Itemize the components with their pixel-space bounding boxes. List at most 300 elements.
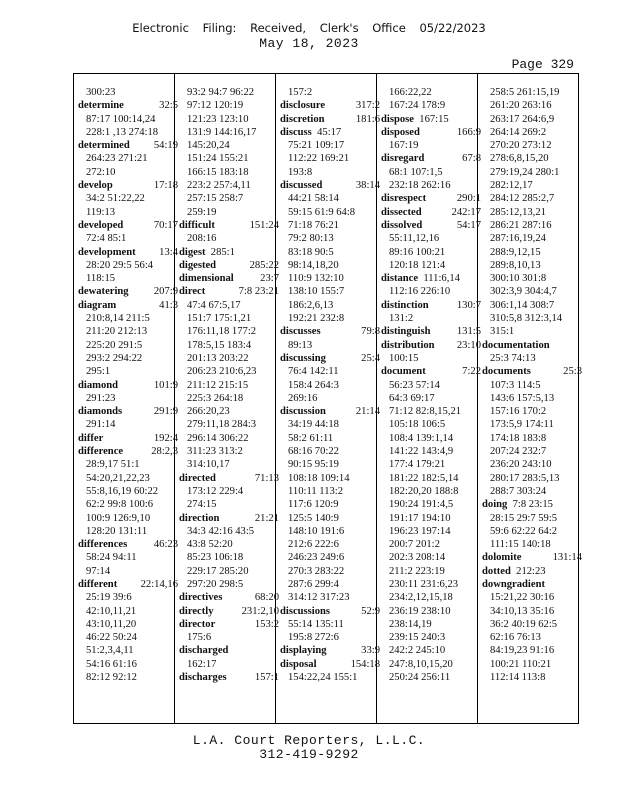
index-page-refs: 191:17 194:10 [389,512,451,524]
index-page-refs: 196:23 197:14 [389,525,451,537]
index-term-word: diamond [78,379,119,391]
index-term-word: development [78,246,136,258]
index-term [179,285,279,298]
index-page-refs: 43:8 52:20 [187,539,233,551]
index-term-word: distinguish [381,326,431,338]
index-term [179,671,279,684]
index-term-word: downgradient [482,578,545,590]
index-page-refs: 97:14 [86,565,111,577]
index-term-pages: 52:9 [361,605,380,617]
index-term-pages: 291:9 [153,406,178,418]
index-page-refs: 131:2 [389,313,414,325]
index-page-refs: 167:24 178:9 [389,100,446,112]
index-term-pages: 167:15 [419,113,449,125]
index-term-pages: 46:23 [153,539,178,551]
index-page-refs: 272:10 [86,166,116,178]
index-term [482,578,582,591]
index-page-refs: 242:2 245:10 [389,645,446,657]
index-page-refs: 54:16 61:16 [86,658,137,670]
index-term-word: dimensional [179,273,234,285]
index-page-refs: 211:12 215:15 [187,379,249,391]
index-page-refs: 282:12,17 [490,180,533,192]
index-page-refs: 264:23 271:21 [86,153,148,165]
transcript-date: May 18, 2023 [259,36,359,51]
index-page-refs: 87:17 100:14,24 [86,113,156,125]
index-page-refs: 128:20 131:11 [86,525,148,537]
index-term [179,644,279,657]
index-page-refs: 108:18 109:14 [288,472,350,484]
index-term [381,339,481,352]
index-term [381,299,481,312]
index-page-refs: 210:8,14 211:5 [86,313,150,325]
index-term-word: disregard [381,153,425,165]
index-page-refs: 89:13 [288,339,313,351]
index-term-pages: 7:8 23:15 [512,499,553,511]
index-page-refs: 225:20 291:5 [86,339,143,351]
index-page-refs: 285:12,13,21 [490,206,546,218]
index-page-refs: 274:15 [187,499,217,511]
index-term [179,259,279,272]
index-term-word: discharges [179,672,227,684]
index-page-refs: 225:3 264:18 [187,392,244,404]
index-page-refs: 143:6 157:5,13 [490,392,555,404]
index-page-refs: 293:2 294:22 [86,352,143,364]
index-page-refs: 34:19 44:18 [288,419,339,431]
index-page-refs: 82:12 92:12 [86,672,137,684]
index-page-refs: 296:14 306:22 [187,432,249,444]
index-term-pages: 68:20 [254,592,279,604]
index-term-pages: 285:1 [210,246,235,258]
index-column-3 [280,86,380,684]
index-page-refs: 206:23 210:6,23 [187,366,257,378]
index-term [381,206,481,219]
index-page-refs: 44:21 58:14 [288,193,339,205]
index-term-word: dissected [381,206,422,218]
index-term-pages: 21:21 [254,512,279,524]
index-term-pages: 13:4 [159,246,178,258]
index-term [280,605,380,618]
index-page-refs: 193:8 [288,166,313,178]
index-term-pages: 212:23 [516,565,546,577]
index-term-word: document [381,366,426,378]
index-frame [73,73,582,724]
index-page-refs: 174:18 183:8 [490,432,547,444]
index-term-pages: 181:6 [355,113,380,125]
index-term-pages: 111:6,14 [423,273,460,285]
index-page-refs: 111:15 140:18 [490,539,551,551]
index-page-refs: 295:1 [86,366,111,378]
index-page-refs: 158:4 264:3 [288,379,339,391]
index-page-refs: 286:21 287:16 [490,219,552,231]
index-term-pages: 7:8 23:21 [238,286,279,298]
index-term-pages: 54:19 [153,140,178,152]
index-page-refs: 58:2 61:11 [288,432,334,444]
index-term [78,99,178,112]
index-page-refs: 310:5,8 312:3,14 [490,313,563,325]
index-page-refs: 182:20,20 188:8 [389,485,459,497]
index-page-refs: 232:18 262:16 [389,180,451,192]
index-page-refs: 166:15 183:18 [187,166,249,178]
index-page-refs: 55:8,16,19 60:22 [86,485,159,497]
index-term-pages: 25:4 [361,352,380,364]
index-term [179,512,279,525]
index-term-pages: 54:17 [456,219,481,231]
index-page-refs: 119:13 [86,206,116,218]
index-term [381,113,481,126]
index-page-refs: 36:2 40:19 62:5 [490,618,558,630]
index-page-refs: 84:19,23 91:16 [490,645,555,657]
index-term-word: discusses [280,326,321,338]
index-page-refs: 131:9 144:16,17 [187,126,257,138]
index-term-word: diamonds [78,406,123,418]
index-term-word: directed [179,472,216,484]
index-page-refs: 141:22 143:4,9 [389,446,454,458]
index-page-refs: 107:3 114:5 [490,379,541,391]
index-term [78,219,178,232]
index-term-word: distance [381,273,419,285]
index-page-refs: 112:22 169:21 [288,153,350,165]
index-page-refs: 28:20 29:5 56:4 [86,259,154,271]
index-term [78,285,178,298]
index-term [482,565,582,578]
index-term-word: displaying [280,645,327,657]
index-page-refs: 279:19,24 280:1 [490,166,560,178]
index-page-refs: 207:24 232:7 [490,446,547,458]
index-page-refs: 175:6 [187,632,212,644]
index-page-refs: 177:4 179:21 [389,459,446,471]
index-page-refs: 181:22 182:5,14 [389,472,459,484]
index-page-refs: 289:8,10,13 [490,259,541,271]
index-page-refs: 261:20 263:16 [490,100,552,112]
index-term [280,658,380,671]
index-term-word: differ [78,432,104,444]
index-page-refs: 42:10,11,21 [86,605,137,617]
index-page-refs: 64:3 69:17 [389,392,435,404]
index-page-refs: 154:22,24 155:1 [288,672,358,684]
index-page-refs: 85:23 106:18 [187,552,244,564]
index-term-word: documentation [482,339,550,351]
index-term-pages: 21:14 [355,406,380,418]
index-term [78,246,178,259]
index-page-refs: 46:22 50:24 [86,632,137,644]
index-term-word: doing [482,499,508,511]
index-page-refs: 100:21 110:21 [490,658,552,670]
index-page-refs: 291:23 [86,392,116,404]
index-term-pages: 23:7 [260,273,279,285]
index-page-refs: 201:13 203:22 [187,352,249,364]
index-page-refs: 151:24 155:21 [187,153,249,165]
index-page-refs: 34:3 42:16 43:5 [187,525,255,537]
index-page-refs: 166:22,22 [389,87,432,98]
index-term-pages: 131:14 [552,552,582,564]
index-term [280,352,380,365]
index-page-refs: 257:15 258:7 [187,193,244,205]
index-page-refs: 105:18 106:5 [389,419,446,431]
index-page-refs: 229:17 285:20 [187,565,249,577]
page-number: Page 329 [511,57,574,72]
index-term [78,299,178,312]
index-page-refs: 167:19 [389,140,419,152]
index-term-word: disposal [280,658,317,670]
index-page-refs: 148:10 191:6 [288,525,345,537]
index-page-refs: 269:16 [288,392,318,404]
index-term [78,432,178,445]
index-page-refs: 145:20,24 [187,140,230,152]
index-page-refs: 311:23 313:2 [187,446,243,458]
index-term-word: dotted [482,565,511,577]
index-term-word: differences [78,539,128,551]
reporter-company: L.A. Court Reporters, L.L.C. [192,733,426,748]
index-page-refs: 108:4 139:1,14 [389,432,454,444]
index-page-refs: 110:11 113:2 [288,485,344,497]
index-column-5 [482,86,582,684]
index-term [179,605,279,618]
index-page-refs: 71:12 82:8,15,21 [389,406,462,418]
index-page-refs: 300:23 [86,87,116,98]
index-term [381,152,481,165]
index-page-refs: 138:10 155:7 [288,286,345,298]
index-page-refs: 72:4 85:1 [86,233,127,245]
index-page-refs: 151:7 175:1,21 [187,313,252,325]
index-page-refs: 55:11,12,16 [389,233,440,245]
index-page-refs: 117:6 120:9 [288,499,339,511]
index-page-refs: 110:9 132:10 [288,273,344,285]
index-column-4 [381,86,481,684]
index-page-refs: 176:11,18 177:2 [187,326,257,338]
index-term [179,272,279,285]
index-page-refs: 288:9,12,15 [490,246,541,258]
index-page-refs: 120:18 121:4 [389,259,446,271]
index-page-refs: 79:2 80:13 [288,233,334,245]
index-term-word: dewatering [78,286,129,298]
index-term-word: discussing [280,352,326,364]
filing-stamp: Electronic Filing: Received, Clerk's Office 05/22/2023 [132,21,486,35]
index-term-pages: 285:22 [249,259,279,271]
index-page-refs: 186:2,6,13 [288,299,334,311]
index-page-refs: 162:17 [187,658,217,670]
index-page-refs: 223:2 257:4,11 [187,180,251,192]
index-term-word: director [179,618,216,630]
index-term [78,179,178,192]
index-page-refs: 239:15 240:3 [389,632,446,644]
index-page-refs: 121:23 123:10 [187,113,249,125]
index-term-pages: 25:3 [563,366,582,378]
index-page-refs: 75:21 109:17 [288,140,345,152]
index-term-pages: 23:10 [456,339,481,351]
index-term [381,365,481,378]
index-term-word: discharged [179,645,229,657]
index-page-refs: 56:23 57:14 [389,379,440,391]
index-term-pages: 33:9 [361,645,380,657]
index-page-refs: 89:16 100:21 [389,246,446,258]
index-term [280,179,380,192]
index-term-pages: 32:5 [159,100,178,112]
index-term-pages: 79:8 [361,326,380,338]
index-term-pages: 131:5 [456,326,481,338]
index-term-pages: 153:2 [254,618,279,630]
index-page-refs: 230:11 231:6,23 [389,578,459,590]
index-page-refs: 43:10,11,20 [86,618,137,630]
index-term-word: disrespect [381,193,427,205]
index-page-refs: 247:8,10,15,20 [389,658,453,670]
index-term-pages: 242:17 [451,206,481,218]
index-term-pages: 41:3 [159,299,178,311]
index-term [381,219,481,232]
index-page-refs: 51:2,3,4,11 [86,645,134,657]
index-page-refs: 15:21,22 30:16 [490,592,555,604]
index-term-pages: 22:14,16 [140,578,178,590]
index-page-refs: 98:14,18,20 [288,259,339,271]
index-page-refs: 90:15 95:19 [288,459,339,471]
index-term-word: discretion [280,113,325,125]
index-term-word: dispose [381,113,414,125]
index-page-refs: 278:6,8,15,20 [490,153,549,165]
index-term-word: distinction [381,299,429,311]
index-term-word: digested [179,259,217,271]
index-term [78,578,178,591]
index-page-refs: 157:2 [288,87,313,98]
index-term-pages: 45:17 [317,126,342,138]
index-page-refs: 279:11,18 284:3 [187,419,257,431]
index-term-pages: 317:2 [355,100,380,112]
index-page-refs: 97:12 120:19 [187,100,244,112]
index-term-pages: 157:1 [254,672,279,684]
index-term-pages: 101:9 [153,379,178,391]
index-page-refs: 34:2 51:22,22 [86,193,145,205]
index-term-word: direct [179,286,206,298]
index-page-refs: 34:10,13 35:16 [490,605,555,617]
index-term-pages: 71:13 [254,472,279,484]
index-page-refs: 55:14 135:11 [288,618,344,630]
index-term-word: directives [179,592,223,604]
index-term-word: difficult [179,219,215,231]
index-term-word: discussions [280,605,331,617]
index-page-refs: 192:21 232:8 [288,313,345,325]
index-page-refs: 315:1 [490,326,515,338]
index-page-refs: 264:14 269:2 [490,126,547,138]
index-term-word: direction [179,512,220,524]
index-page-refs: 302:3,9 304:4,7 [490,286,557,298]
index-page-refs: 258:5 261:15,19 [490,87,560,98]
index-term-word: dissolved [381,219,423,231]
index-term-pages: 166:9 [456,126,481,138]
index-page-refs: 246:23 249:6 [288,552,345,564]
index-term [179,591,279,604]
index-term-pages: 38:14 [355,180,380,192]
index-term [280,113,380,126]
index-term [179,246,279,259]
index-page-refs: 28:15 29:7 59:5 [490,512,558,524]
index-term [482,339,582,352]
index-page-refs: 284:12 285:2,7 [490,193,555,205]
index-term-word: digest [179,246,206,258]
index-term [78,405,178,418]
index-page-refs: 62:16 76:13 [490,632,541,644]
index-term [280,99,380,112]
index-page-refs: 93:2 94:7 96:22 [187,87,255,98]
index-term [280,126,380,139]
index-term-word: discussed [280,180,323,192]
index-page-refs: 236:20 243:10 [490,459,552,471]
index-term [78,379,178,392]
index-page-refs: 59:6 62:22 64:2 [490,525,558,537]
index-page-refs: 287:6 299:4 [288,578,339,590]
index-term [179,618,279,631]
index-page-refs: 212:6 222:6 [288,539,339,551]
index-page-refs: 178:5,15 183:4 [187,339,252,351]
index-term [381,272,481,285]
index-term [78,538,178,551]
index-page-refs: 100:9 126:9,10 [86,512,151,524]
index-page-refs: 306:1,14 308:7 [490,299,555,311]
index-page-refs: 125:5 140:9 [288,512,339,524]
index-page-refs: 76:4 142:11 [288,366,339,378]
index-term-word: disclosure [280,100,326,112]
index-page-refs: 228:1 ,13 274:18 [86,126,159,138]
index-term [179,219,279,232]
index-page-refs: 238:14,19 [389,618,432,630]
index-page-refs: 263:17 264:6,9 [490,113,555,125]
index-page-refs: 28:9,17 51:1 [86,459,140,471]
index-term-word: diagram [78,299,117,311]
index-page-refs: 173:12 229:4 [187,485,244,497]
index-term-pages: 231:2,10 [241,605,279,617]
index-page-refs: 208:16 [187,233,217,245]
index-page-refs: 234:2,12,15,18 [389,592,453,604]
index-page-refs: 25:19 39:6 [86,592,132,604]
index-term-word: directly [179,605,214,617]
index-page-refs: 157:16 170:2 [490,406,547,418]
index-term-word: determined [78,140,130,152]
index-page-refs: 288:7 303:24 [490,485,547,497]
index-page-refs: 68:1 107:1,5 [389,166,443,178]
index-term [381,126,481,139]
index-page-refs: 211:20 212:13 [86,326,148,338]
index-page-refs: 68:16 70:22 [288,446,339,458]
index-page-refs: 270:3 283:22 [288,565,345,577]
index-term-word: discussion [280,406,326,418]
index-page-refs: 211:2 223:19 [389,565,445,577]
index-page-refs: 291:14 [86,419,116,431]
index-page-refs: 54:20,21,22,23 [86,472,150,484]
index-page-refs: 300:10 301:8 [490,273,547,285]
index-term-pages: 67:8 [462,153,481,165]
index-page-refs: 287:16,19,24 [490,233,546,245]
index-term-word: documents [482,366,531,378]
index-term-pages: 192:4 [153,432,178,444]
index-page-refs: 59:15 61:9 64:8 [288,206,356,218]
index-page-refs: 236:19 238:10 [389,605,451,617]
index-term-word: developed [78,219,124,231]
index-term-pages: 70:17 [153,219,178,231]
index-term [381,325,481,338]
index-page-refs: 250:24 256:11 [389,672,451,684]
index-term-word: difference [78,446,124,458]
index-page-refs: 266:20,23 [187,406,230,418]
index-term-pages: 154:18 [350,658,380,670]
index-term [482,365,582,378]
index-page-refs: 47:4 67:5,17 [187,299,241,311]
index-term-pages: 207:9 [153,286,178,298]
index-term-pages: 151:24 [249,219,279,231]
index-page-refs: 202:3 208:14 [389,552,446,564]
index-page-refs: 195:8 272:6 [288,632,339,644]
index-column-1 [78,86,178,684]
index-term [78,139,178,152]
index-page-refs: 200:7 201:2 [389,539,440,551]
index-page-refs: 270:20 273:12 [490,140,552,152]
index-term-pages: 290:1 [456,193,481,205]
